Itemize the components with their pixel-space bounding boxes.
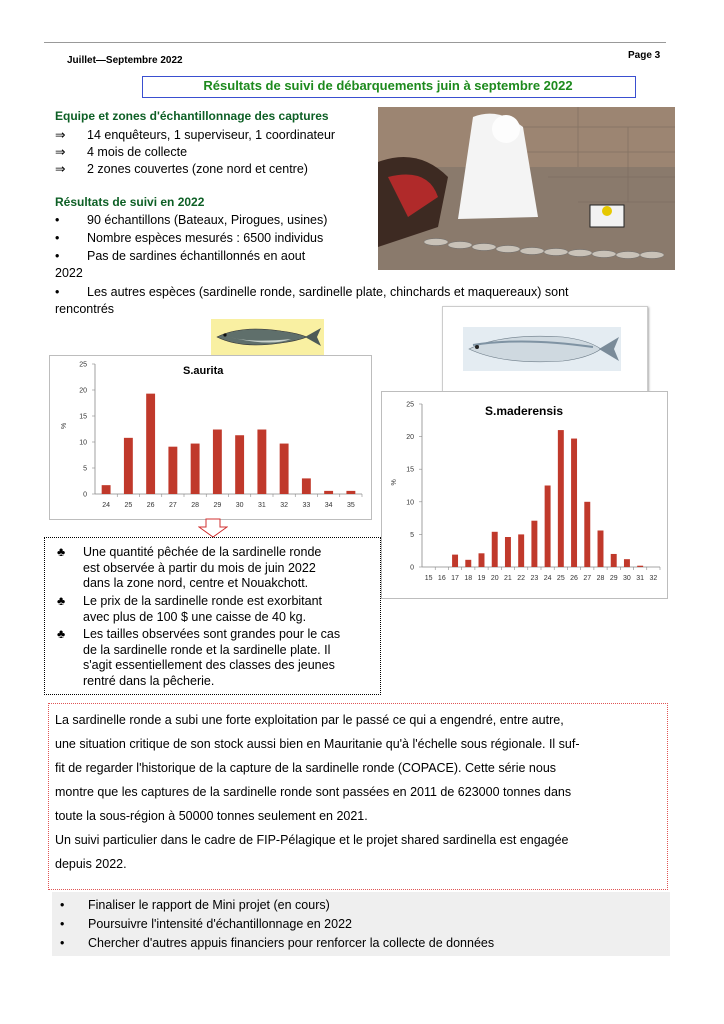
y-tick-label: 15	[79, 413, 87, 421]
bar	[235, 435, 244, 494]
sardinella-maderensis-image	[442, 306, 648, 393]
observations-box	[44, 537, 381, 695]
observation-line: Les tailles observées sont grandes pour le cas	[83, 627, 341, 641]
bullet-marker: •	[60, 898, 65, 912]
bar	[102, 485, 111, 494]
x-tick-label: 26	[570, 575, 578, 582]
bar	[558, 430, 564, 567]
team-item-text: 2 zones couvertes (zone nord et centre)	[87, 162, 308, 176]
x-tick-label: 25	[124, 502, 133, 509]
bar	[280, 444, 289, 494]
bar	[346, 491, 355, 494]
x-tick-label: 33	[302, 502, 311, 509]
summary-box	[48, 703, 668, 890]
header-rule	[44, 42, 666, 43]
next-step-item: Finaliser le rapport de Mini projet (en cours)	[88, 898, 330, 912]
sardinella-aurita-image	[211, 319, 324, 355]
y-tick-label: 10	[79, 439, 87, 447]
x-tick-label: 32	[280, 502, 289, 509]
observation-line: s'agit essentiellement des classes des jeunes	[83, 658, 335, 672]
x-tick-label: 28	[191, 502, 200, 509]
x-tick-label: 17	[451, 575, 459, 582]
summary-line: montre que les captures de la sardinelle ronde sont passées en 2011 de 623000 tonnes dans	[55, 785, 572, 799]
arrow-marker: ⇒	[55, 145, 66, 159]
x-tick-label: 25	[556, 575, 565, 582]
bar	[531, 521, 537, 567]
bar	[637, 566, 643, 567]
bullet-marker: •	[60, 936, 65, 950]
bar	[571, 439, 577, 567]
results-item-text: Les autres espèces (sardinelle ronde, sardinelle plate, chinchards et maquereaux) sont	[87, 285, 569, 299]
x-tick-label: 28	[596, 575, 605, 582]
y-tick-label: 0	[83, 491, 87, 499]
chart-s-maderensis	[381, 391, 668, 599]
bar	[545, 486, 551, 568]
chart-s-maderensis-svg	[382, 392, 667, 598]
summary-line: La sardinelle ronde a subi une forte exploitation par le passé ce qui a engendré, entre autre,	[55, 713, 564, 727]
observation-line: avec plus de 100 $ une caisse de 40 kg.	[83, 609, 307, 624]
next-step-item: Chercher d'autres appuis financiers pour renforcer la collecte de données	[88, 936, 495, 950]
bullet-marker: •	[55, 231, 60, 245]
bar	[213, 430, 222, 494]
bar	[452, 555, 458, 567]
observation-line: de la sardinelle ronde et la sardinelle plate. Il	[83, 642, 331, 657]
summary-line: toute la sous-région à 50000 tonnes seulement en 2021.	[55, 809, 368, 823]
bar	[146, 394, 155, 494]
y-tick-label: 15	[406, 466, 414, 474]
next-step-item: Poursuivre l'intensité d'échantillonnage en 2022	[88, 917, 352, 931]
x-tick-label: 31	[636, 575, 645, 582]
y-tick-label: 25	[406, 401, 414, 409]
x-tick-label: 27	[168, 502, 177, 509]
y-tick-label: 20	[79, 387, 87, 395]
bar	[302, 478, 311, 494]
results-item	[55, 231, 323, 245]
header-period: Juillet—Septembre 2022	[67, 55, 183, 66]
team-item-text: 14 enquêteurs, 1 superviseur, 1 coordinateur	[87, 128, 336, 142]
x-tick-label: 16	[437, 575, 446, 582]
y-tick-label: 20	[406, 434, 414, 442]
x-tick-label: 35	[346, 502, 355, 509]
observation-line: est observée à partir du mois de juin 2022	[83, 560, 316, 575]
y-axis-label: %	[391, 479, 398, 486]
x-tick-label: 24	[102, 502, 111, 509]
observation-item	[83, 594, 377, 625]
y-axis-label: %	[61, 422, 68, 429]
chart-title: S.aurita	[183, 365, 224, 377]
bar	[479, 553, 485, 567]
page-number: Page 3	[628, 50, 661, 61]
results-item-text: 90 échantillons (Bateaux, Pirogues, usines)	[87, 213, 328, 227]
bullet-marker: •	[55, 285, 60, 299]
x-tick-label: 18	[464, 575, 473, 582]
y-tick-label: 5	[83, 465, 87, 473]
x-tick-label: 20	[490, 575, 499, 582]
bar	[584, 502, 590, 567]
results-item-continuation: rencontrés	[55, 302, 115, 316]
results-item	[55, 249, 305, 263]
y-tick-label: 5	[410, 531, 414, 539]
summary-line: Un suivi particulier dans le cadre de FIP-Pélagique et le projet shared sardinella est engagée	[55, 833, 569, 847]
y-tick-label: 0	[410, 564, 414, 572]
chart-s-aurita	[49, 355, 372, 520]
observation-item	[83, 545, 377, 592]
team-heading: Equipe et zones d'échantillonnage des captures	[55, 109, 329, 123]
bar	[492, 532, 498, 567]
x-tick-label: 30	[235, 502, 244, 509]
club-marker: ♣	[57, 545, 66, 559]
x-tick-label: 26	[146, 502, 155, 509]
observation-line: Une quantité pêchée de la sardinelle ronde	[83, 545, 322, 559]
chart-title: S.maderensis	[485, 404, 564, 418]
x-tick-label: 32	[649, 575, 658, 582]
bar	[191, 444, 200, 494]
results-item-text: Nombre espèces mesurés : 6500 individus	[87, 231, 324, 245]
observation-item	[83, 627, 377, 689]
x-tick-label: 34	[324, 502, 333, 509]
x-tick-label: 21	[504, 575, 512, 582]
bullet-marker: •	[55, 249, 60, 263]
observation-line: dans la zone nord, centre et Nouakchott.	[83, 576, 309, 590]
fish-landing-photo	[378, 107, 675, 270]
team-item-text: 4 mois de collecte	[87, 145, 188, 159]
bar	[518, 534, 524, 567]
bar	[465, 560, 471, 567]
next-steps-box	[52, 892, 670, 956]
arrow-marker: ⇒	[55, 162, 66, 176]
results-item	[55, 213, 327, 227]
bar	[257, 430, 266, 494]
y-tick-label: 10	[406, 499, 414, 507]
arrow-marker: ⇒	[55, 128, 66, 142]
results-item	[55, 285, 677, 299]
x-tick-label: 23	[530, 575, 539, 582]
x-tick-label: 30	[623, 575, 631, 582]
bar	[124, 438, 133, 494]
results-heading: Résultats de suivi en 2022	[55, 195, 205, 209]
observation-line: rentré dans la pêcherie.	[83, 673, 215, 688]
bar	[168, 447, 177, 494]
x-tick-label: 27	[583, 575, 592, 582]
team-item	[55, 161, 308, 176]
team-item	[55, 127, 335, 142]
club-marker: ♣	[57, 627, 66, 641]
x-tick-label: 29	[609, 575, 618, 582]
x-tick-label: 29	[213, 502, 222, 509]
page-title: Résultats de suivi de débarquements juin à septembre 2022	[203, 78, 573, 93]
bar	[598, 530, 604, 567]
bullet-marker: •	[55, 213, 60, 227]
y-tick-label: 25	[79, 361, 87, 369]
x-tick-label: 22	[517, 575, 526, 582]
x-tick-label: 24	[543, 575, 552, 582]
x-tick-label: 31	[257, 502, 266, 509]
results-item-text: Pas de sardines échantillonnés en aout	[87, 249, 306, 263]
club-marker: ♣	[57, 594, 66, 608]
bar	[324, 491, 333, 494]
bar	[611, 554, 617, 567]
team-item	[55, 144, 187, 159]
summary-line: une situation critique de son stock aussi bien en Mauritanie qu'à l'échelle sous régionale. Il suf-	[55, 737, 580, 751]
x-tick-label: 15	[424, 575, 433, 582]
bar	[624, 559, 630, 567]
summary-line: depuis 2022.	[55, 857, 127, 871]
bullet-marker: •	[60, 917, 65, 931]
summary-text	[55, 708, 664, 876]
bar	[505, 537, 511, 567]
observation-line: Le prix de la sardinelle ronde est exorbitant	[83, 594, 323, 608]
chart-s-aurita-svg	[50, 356, 371, 519]
x-tick-label: 19	[477, 575, 486, 582]
results-item-continuation: 2022	[55, 266, 83, 280]
summary-line: fit de regarder l'historique de la capture de la sardinelle ronde (COPACE). Cette série nous	[55, 761, 557, 775]
